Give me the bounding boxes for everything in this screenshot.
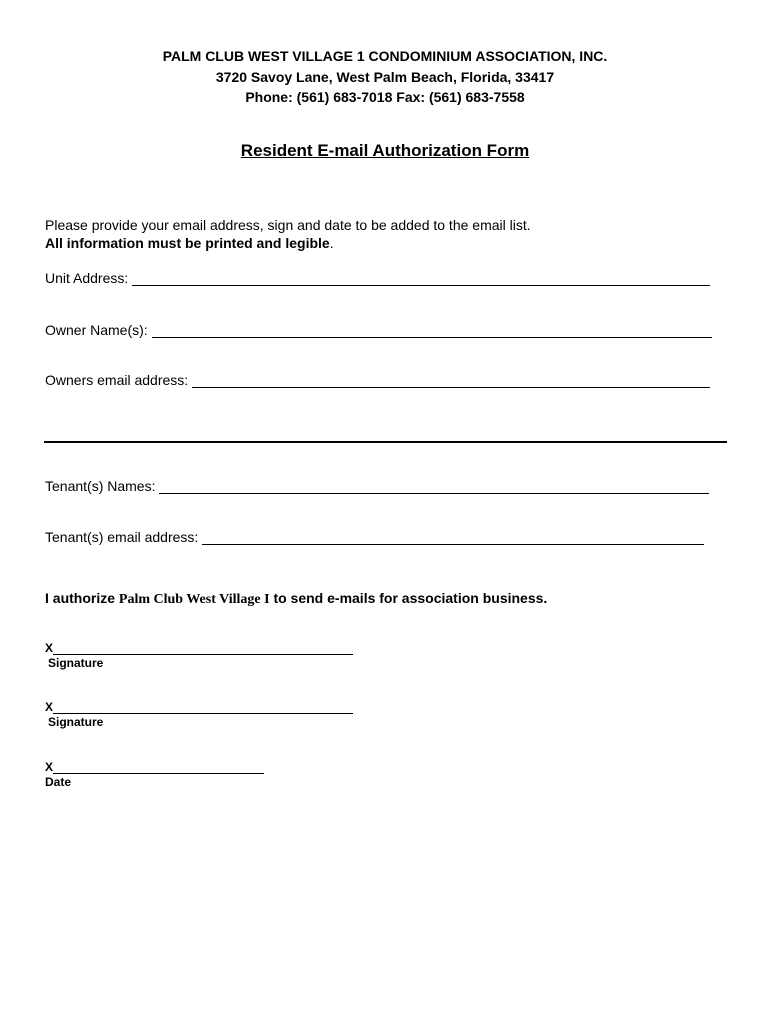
signature-2-mark: X bbox=[45, 700, 54, 714]
owners-email-field[interactable] bbox=[45, 372, 710, 388]
signature-1-caption: Signature bbox=[48, 656, 104, 670]
org-address: 3720 Savoy Lane, West Palm Beach, Florida, 33417 bbox=[215, 69, 555, 85]
instructions-line-2 bbox=[45, 235, 334, 251]
date-block[interactable] bbox=[45, 760, 264, 789]
unit-address-label: Unit Address: bbox=[45, 270, 129, 286]
owners-email-blank[interactable] bbox=[192, 373, 710, 388]
tenant-email-field[interactable] bbox=[45, 529, 704, 545]
signature-1-line[interactable] bbox=[53, 642, 353, 655]
instructions-period: . bbox=[329, 235, 334, 251]
signature-2-line[interactable] bbox=[53, 701, 353, 714]
tenant-email-blank[interactable] bbox=[202, 530, 704, 545]
date-mark: X bbox=[45, 760, 54, 774]
tenant-names-field[interactable] bbox=[45, 478, 709, 494]
org-name: PALM CLUB WEST VILLAGE 1 CONDOMINIUM ASSOCIATION, INC. bbox=[162, 48, 608, 64]
instructions-line-1: Please provide your email address, sign and date to be added to the email list. bbox=[45, 217, 531, 233]
authorization-statement bbox=[45, 590, 547, 608]
owners-email-label: Owners email address: bbox=[45, 372, 189, 388]
section-divider bbox=[44, 441, 727, 443]
unit-address-field[interactable] bbox=[45, 270, 710, 286]
tenant-names-blank[interactable] bbox=[159, 479, 709, 494]
tenant-email-label: Tenant(s) email address: bbox=[45, 529, 199, 545]
unit-address-blank[interactable] bbox=[132, 271, 710, 286]
authorization-suffix: to send e-mails for association business. bbox=[269, 590, 548, 606]
owner-names-blank[interactable] bbox=[152, 323, 712, 338]
org-phone-fax: Phone: (561) 683-7018 Fax: (561) 683-7558 bbox=[245, 89, 525, 105]
form-title: Resident E-mail Authorization Form bbox=[240, 141, 530, 160]
tenant-names-label: Tenant(s) Names: bbox=[45, 478, 156, 494]
signature-block-1[interactable] bbox=[45, 641, 353, 670]
authorization-entity: Palm Club West Village I bbox=[118, 592, 270, 607]
authorization-prefix: I authorize bbox=[45, 590, 119, 606]
signature-2-caption: Signature bbox=[48, 715, 104, 729]
signature-block-2[interactable] bbox=[45, 700, 353, 729]
date-caption: Date bbox=[45, 775, 72, 789]
owner-names-label: Owner Name(s): bbox=[45, 322, 148, 338]
signature-1-mark: X bbox=[45, 641, 54, 655]
instructions-legible-note: All information must be printed and legible bbox=[45, 235, 330, 251]
date-line[interactable] bbox=[53, 761, 264, 774]
owner-names-field[interactable] bbox=[45, 322, 712, 338]
